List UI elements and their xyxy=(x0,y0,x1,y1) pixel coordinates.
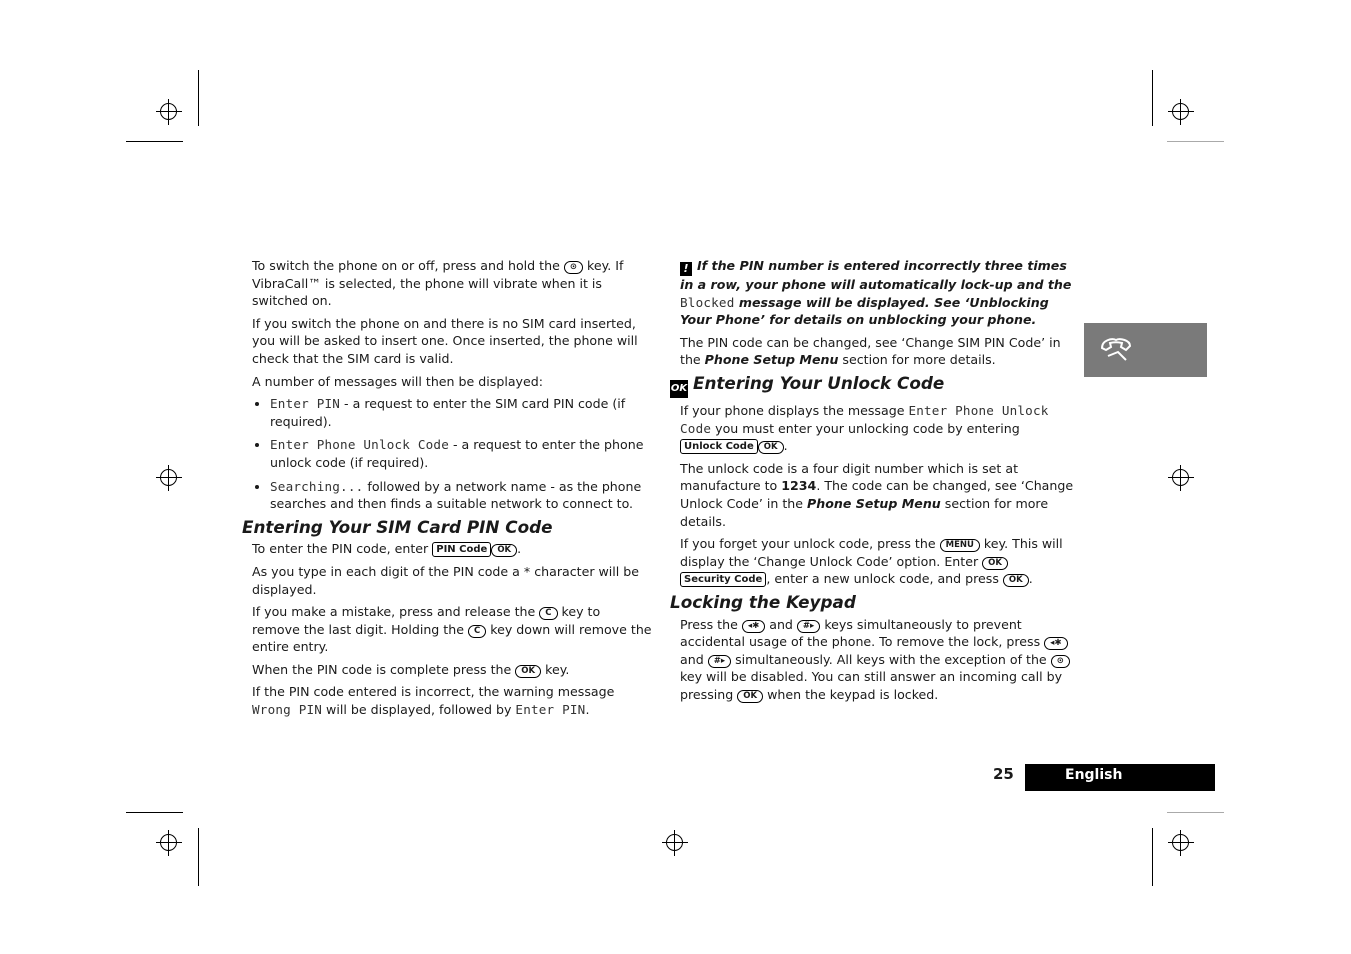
text: keys simultaneously to prevent accidental usage of the phone. To remove the lock, press xyxy=(680,616,1045,650)
left-column xyxy=(242,257,652,724)
text: To enter the PIN code, enter xyxy=(252,541,433,557)
text: The PIN code can be changed, see ‘Change SIM PIN Code’ in the xyxy=(680,334,1061,368)
menu-key-icon: MENU xyxy=(940,539,980,552)
crop-line xyxy=(198,70,199,126)
crop-line xyxy=(1152,70,1153,126)
text: - a request to enter the SIM card PIN code (if required). xyxy=(270,396,626,429)
text: key down will remove the entire entry. xyxy=(252,621,652,655)
phone-handset-icon xyxy=(1098,334,1134,366)
warning-note xyxy=(680,257,1078,329)
text: If you make a mistake, press and release the xyxy=(252,604,540,620)
registration-mark xyxy=(156,99,182,125)
paragraph: If your phone displays the message Enter Phone Unlock Code you must enter your unlocking code by entering Unlock Code OK . xyxy=(680,402,1049,454)
registration-mark xyxy=(1168,465,1194,491)
text: key to remove the last digit. Holding the xyxy=(252,604,601,637)
paragraph: To enter the PIN code, enter PIN Code OK . xyxy=(252,541,522,557)
text: and xyxy=(765,616,797,632)
section-tab xyxy=(1084,323,1207,377)
text: will be displayed, followed by xyxy=(322,702,516,718)
star-key-icon: ◂✱ xyxy=(1044,637,1067,650)
text: If the PIN code entered is incorrect, the warning message xyxy=(252,684,615,700)
page-number: 25 xyxy=(993,765,1014,783)
paragraph xyxy=(252,603,652,656)
language-tab xyxy=(1025,764,1215,791)
default-code: 1234 xyxy=(781,478,817,494)
message-list xyxy=(252,395,652,513)
crop-line xyxy=(198,828,199,886)
text: simultaneously. All keys with the exception of the xyxy=(731,651,1051,667)
display-message: Enter PIN xyxy=(270,396,341,412)
text: followed by a network name - as the phone searches and then finds a suitable network to connect to. xyxy=(270,478,642,512)
menu-name: Phone Setup Menu xyxy=(807,495,941,511)
text: section for more details. xyxy=(838,352,996,368)
text: and xyxy=(680,651,708,667)
right-column xyxy=(670,257,1078,708)
ok-key-icon: OK xyxy=(491,544,517,557)
hash-key-icon: #▸ xyxy=(797,620,820,633)
display-message: Blocked xyxy=(680,294,735,310)
power-key-icon: ⊙ xyxy=(564,261,583,274)
ok-icon: OK xyxy=(670,380,688,398)
section-heading: Locking the Keypad xyxy=(670,591,856,612)
power-key-icon: ⊙ xyxy=(1051,655,1070,668)
text: - a request to enter the phone unlock code (if required). xyxy=(270,437,644,470)
text: character will be displayed. xyxy=(252,563,640,597)
unlock-code-key-icon: Unlock Code xyxy=(680,439,758,454)
list-item xyxy=(270,436,652,471)
section-heading: Entering Your SIM Card PIN Code xyxy=(242,516,553,537)
text: Press the xyxy=(680,616,742,632)
display-message: Enter PIN xyxy=(515,702,586,718)
ok-key-icon: OK xyxy=(982,557,1008,570)
crop-line xyxy=(126,141,183,142)
text: . xyxy=(585,702,590,718)
paragraph xyxy=(680,616,1078,704)
text: . The code can be changed, see ‘Change Unlock Code’ in the xyxy=(680,478,1074,511)
ok-key-icon: OK xyxy=(758,441,784,454)
display-message: Enter Phone Unlock Code xyxy=(270,437,449,453)
language-label: English xyxy=(1065,767,1123,783)
ok-key-icon: OK xyxy=(737,690,763,703)
display-message: Enter Phone Unlock Code xyxy=(680,402,1049,436)
text: To switch the phone on or off, press and hold the xyxy=(252,258,564,273)
star-key-icon: ◂✱ xyxy=(742,620,765,633)
paragraph xyxy=(680,535,1078,588)
ok-key-icon: OK xyxy=(515,665,541,678)
clear-key-icon: C xyxy=(468,625,486,638)
star-character: * xyxy=(523,563,531,579)
text: If the PIN number is entered incorrectly three times in a row, your phone will automatically lock-up and the xyxy=(680,258,1072,292)
text: message will be displayed. See ‘Unblocking Your Phone’ for details on unblocking your phone. xyxy=(680,294,1049,328)
list-item xyxy=(270,478,652,513)
text: If your phone displays the message xyxy=(680,402,909,418)
text: . xyxy=(1028,571,1033,587)
text: The unlock code is a four digit number which is set at manufacture to xyxy=(680,460,1019,494)
text: key. This will display the ‘Change Unlock Code’ option. Enter xyxy=(680,536,1063,569)
display-message: Searching... xyxy=(270,478,364,494)
list-item xyxy=(270,395,652,430)
hash-key-icon: #▸ xyxy=(708,655,731,668)
ok-key-icon: OK xyxy=(1003,574,1029,587)
warning-icon: ! xyxy=(680,262,692,276)
text: When the PIN code is complete press the xyxy=(252,661,516,677)
registration-mark xyxy=(1168,99,1194,125)
text: As you type in each digit of the PIN code a xyxy=(252,563,524,579)
crop-line xyxy=(1152,828,1153,886)
text: key. xyxy=(541,661,570,677)
clear-key-icon: C xyxy=(539,607,557,620)
paragraph xyxy=(252,257,652,310)
registration-mark xyxy=(662,830,688,856)
security-code-key-icon: Security Code xyxy=(680,572,766,587)
paragraph xyxy=(680,334,1078,369)
text: key will be disabled. You can still answer an incoming call by pressing xyxy=(680,669,1063,702)
paragraph xyxy=(252,661,652,679)
registration-mark xyxy=(156,465,182,491)
paragraph xyxy=(680,460,1078,530)
text: key. If VibraCall™ is selected, the phone will vibrate when it is switched on. xyxy=(252,258,624,309)
paragraph xyxy=(252,683,652,718)
paragraph xyxy=(252,563,652,598)
registration-mark xyxy=(156,830,182,856)
text: , enter a new unlock code, and press xyxy=(766,571,1003,587)
pin-code-key-icon: PIN Code xyxy=(432,542,491,557)
paragraph: If you switch the phone on and there is no SIM card inserted, you will be asked to insert one. Once inserted, the phone will check that the SIM card is valid. xyxy=(252,315,638,366)
crop-line xyxy=(126,812,183,813)
text: section for more details. xyxy=(680,495,1049,529)
section-heading xyxy=(670,372,1078,398)
menu-name: Phone Setup Menu xyxy=(704,352,839,368)
text: you must enter your unlocking code by entering xyxy=(711,420,1020,436)
display-message: Wrong PIN xyxy=(252,702,323,718)
text: If you forget your unlock code, press the xyxy=(680,536,940,552)
registration-mark xyxy=(1168,830,1194,856)
heading-text: Entering Your Unlock Code xyxy=(693,372,945,393)
paragraph: A number of messages will then be displayed: xyxy=(252,373,543,389)
crop-line xyxy=(1167,141,1224,142)
crop-line xyxy=(1167,812,1224,813)
text: when the keypad is locked. xyxy=(763,686,939,702)
